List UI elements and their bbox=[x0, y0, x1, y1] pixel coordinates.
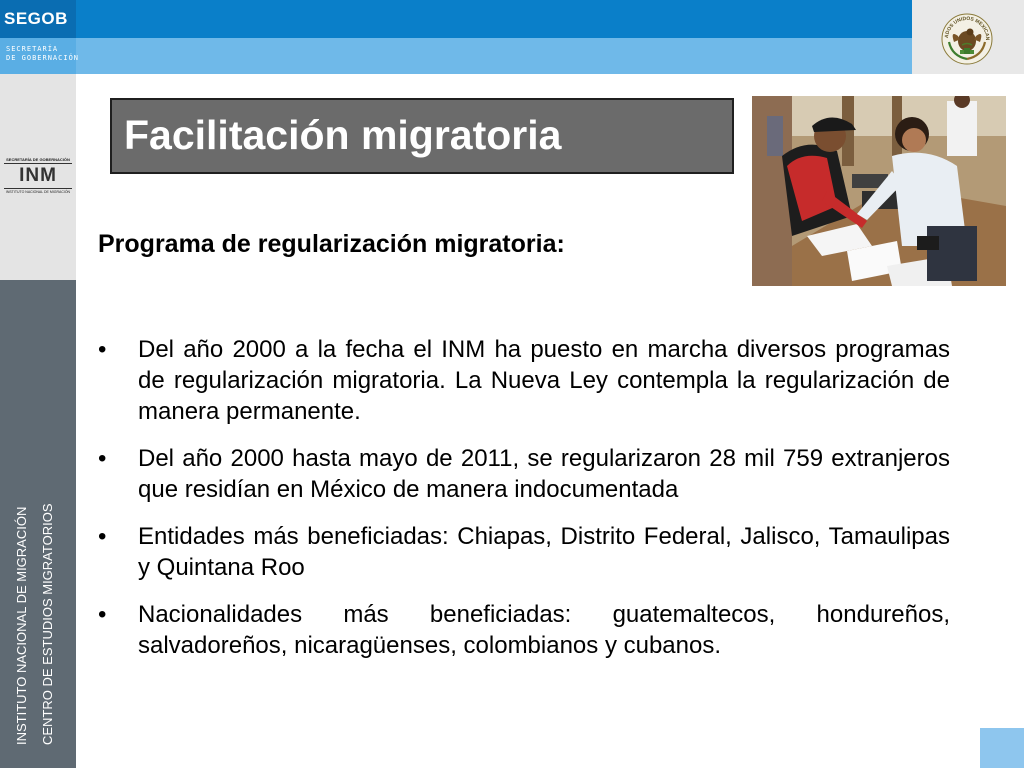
secretaria-line2: DE GOBERNACIÓN bbox=[6, 54, 80, 62]
seal-text: ADOS UNIDOS MEXICAN bbox=[943, 15, 991, 41]
list-item bbox=[98, 443, 950, 505]
bullet-text: Nacionalidades más beneficiadas: guatemaltecos, hondureños, salvadoreños, nicaragüenses, colombianos y cubanos. bbox=[138, 601, 950, 659]
list-item bbox=[98, 521, 950, 583]
registration-photo bbox=[752, 96, 1006, 286]
secretaria-label bbox=[6, 45, 79, 63]
inm-logo bbox=[4, 157, 72, 195]
sidebar-vertical-label-1: INSTITUTO NACIONAL DE MIGRACIÓN bbox=[14, 506, 29, 745]
inm-logo-text: INM bbox=[19, 165, 57, 186]
bullet-text: Del año 2000 hasta mayo de 2011, se regularizaron 28 mil 759 extranjeros que residían en México de manera indocumentada bbox=[138, 445, 950, 503]
bullet-icon: • bbox=[98, 336, 107, 363]
bullet-icon: • bbox=[98, 445, 107, 472]
sidebar-dark bbox=[0, 280, 76, 768]
page-title: Facilitación migratoria bbox=[124, 112, 562, 158]
segob-logo: SEGOB bbox=[4, 9, 68, 28]
section-subtitle: Programa de regularización migratoria: bbox=[98, 230, 565, 258]
bullet-icon: • bbox=[98, 601, 107, 628]
bullet-text: Del año 2000 a la fecha el INM ha puesto en marcha diversos programas de regularización migratoria. La Nueva Ley contempla la regularización de manera permanente. bbox=[138, 336, 950, 425]
bullet-text: Entidades más beneficiadas: Chiapas, Distrito Federal, Jalisco, Tamaulipas y Quintana Roo bbox=[138, 523, 950, 581]
header-bar-dark bbox=[0, 0, 912, 38]
header-bar-light bbox=[0, 38, 912, 74]
inm-logo-top-text: SECRETARÍA DE GOBERNACIÓN bbox=[4, 157, 72, 164]
list-item bbox=[98, 334, 950, 427]
national-seal-icon bbox=[940, 12, 994, 66]
title-box bbox=[110, 98, 734, 174]
bullet-icon: • bbox=[98, 523, 107, 550]
inm-logo-bottom-text: INSTITUTO NACIONAL DE MIGRACIÓN bbox=[5, 190, 71, 194]
bullet-list bbox=[98, 334, 950, 677]
sidebar-vertical-label-2: CENTRO DE ESTUDIOS MIGRATORIOS bbox=[40, 503, 55, 745]
corner-accent bbox=[980, 728, 1024, 768]
list-item bbox=[98, 599, 950, 661]
secretaria-line1: SECRETARÍA bbox=[6, 45, 59, 53]
